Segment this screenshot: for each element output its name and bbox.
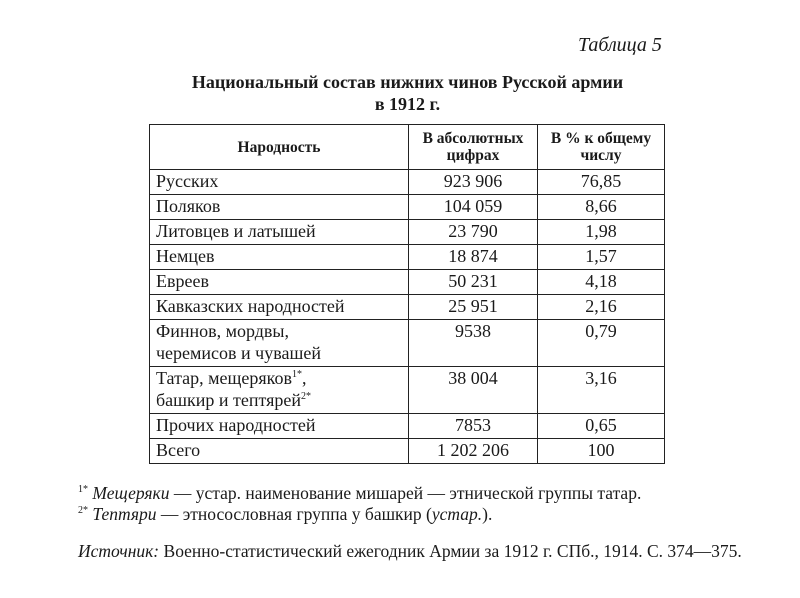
table-title-line-1: Национальный состав нижних чинов Русской армии [191, 72, 624, 92]
row-absolute: 38 004 [409, 367, 538, 414]
row-absolute: 25 951 [409, 295, 538, 320]
row-percent: 1,98 [538, 220, 665, 245]
table-row [150, 295, 665, 320]
row-percent: 0,79 [538, 320, 665, 367]
row-name: Поляков [150, 195, 409, 220]
table-row [150, 367, 665, 414]
header-percent: В % к общему числу [538, 125, 665, 170]
footnote-1: $^{1*}$ Мещеряки — устар. наименование мишарей — этнической группы татар. [78, 483, 642, 503]
row-name: Немцев [150, 245, 409, 270]
row-absolute: 50 231 [409, 270, 538, 295]
row-absolute: 923 906 [409, 170, 538, 195]
table-title-line-2: в 1912 г. [374, 94, 441, 114]
row-name: Прочих народностей [150, 414, 409, 439]
row-percent: 0,65 [538, 414, 665, 439]
source-label: Источник: [78, 541, 160, 561]
table-row [150, 270, 665, 295]
row-name: Литовцев и латышей [150, 220, 409, 245]
table-row-total [150, 439, 665, 464]
source-text: Военно-статистический ежегодник Армии за 1912 г. СПб., 1914. С. 374—375. [159, 541, 742, 561]
header-absolute: В абсолютных цифрах [409, 125, 538, 170]
footnotes [78, 483, 778, 525]
row-name: Финнов, мордвы, черемисов и чувашей [150, 320, 409, 367]
footnote-ref-1: 1* [291, 369, 302, 380]
row-absolute: 18 874 [409, 245, 538, 270]
table-row [150, 414, 665, 439]
nationality-table [149, 124, 665, 464]
row-name: Евреев [150, 270, 409, 295]
row-name: Кавказских народностей [150, 295, 409, 320]
row-absolute: 1 202 206 [409, 439, 538, 464]
row-percent: 100 [538, 439, 665, 464]
row-percent: 3,16 [538, 367, 665, 414]
header-nationality: Народность [150, 125, 409, 170]
table-number-label: Таблица 5 [578, 34, 662, 56]
table-row [150, 170, 665, 195]
table-title [150, 71, 665, 115]
row-absolute: 23 790 [409, 220, 538, 245]
row-absolute: 104 059 [409, 195, 538, 220]
row-percent: 1,57 [538, 245, 665, 270]
row-percent: 2,16 [538, 295, 665, 320]
source-note [50, 540, 780, 562]
row-percent: 4,18 [538, 270, 665, 295]
row-absolute: 7853 [409, 414, 538, 439]
footnote-2: $^{2*}$ Тептяри — этносословная группа у башкир (устар.). [78, 504, 493, 524]
table-header-row [150, 125, 665, 170]
table-row [150, 245, 665, 270]
row-name: Всего [150, 439, 409, 464]
row-name: Русских [150, 170, 409, 195]
table-row [150, 195, 665, 220]
table-row [150, 220, 665, 245]
row-percent: 76,85 [538, 170, 665, 195]
table-row [150, 320, 665, 367]
row-absolute: 9538 [409, 320, 538, 367]
footnote-ref-2: 2* [301, 391, 312, 402]
row-name: Татар, мещеряков$^{1*}$, башкир и тептярей$^{2*}$ [150, 367, 409, 414]
row-percent: 8,66 [538, 195, 665, 220]
